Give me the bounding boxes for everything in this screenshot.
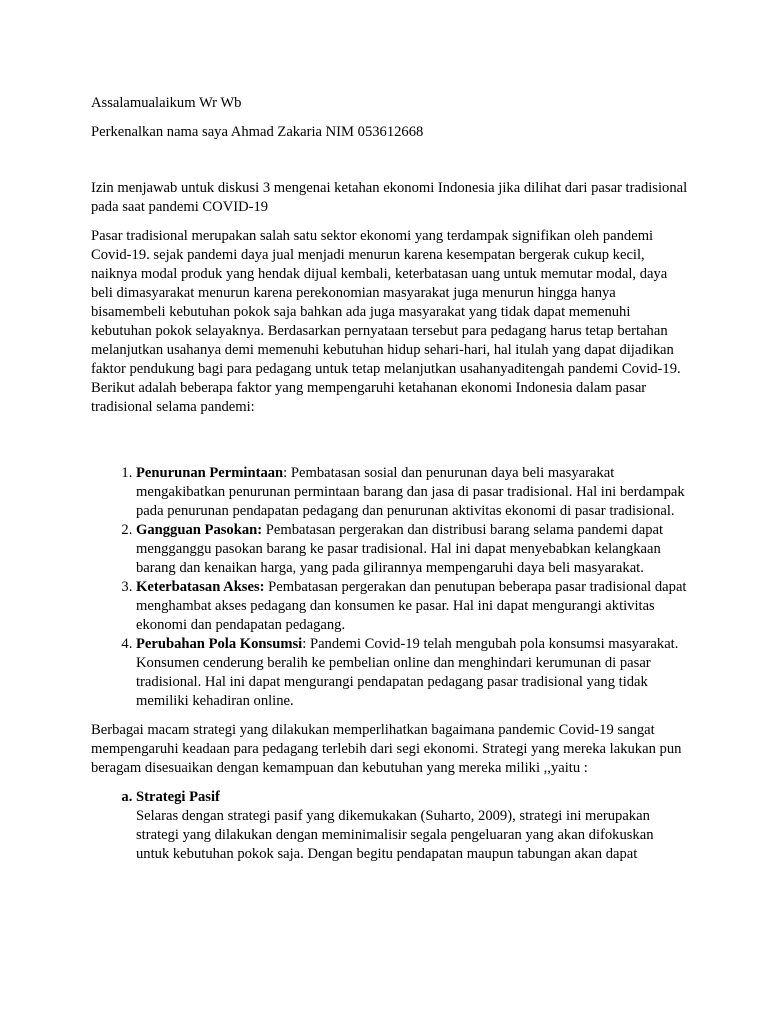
body-paragraph: Pasar tradisional merupakan salah satu sektor ekonomi yang terdampak signifikan oleh pandemi Covid-19. sejak pandemi daya jual menjadi menurun karena kesempatan bergerak cukup kecil, naiknya modal produk yang hendak dijual kembali, keterbatasan uang untuk memutar modal, daya beli dimasyarakat menurun karena perekonomian masyarakat juga menurun hingga hanya bisamembeli kebutuhan pokok saja bahkan ada juga masyarakat yang tidak dapat memenuhi kebutuhan pokok selayaknya. Berdasarkan pernyataan tersebut para pedagang harus tetap bertahan melanjutkan usahanya demi memenuhi kebutuhan hidup sehari-hari, hal itulah yang dapat dijadikan faktor pendukung bagi para pedagang untuk tetap melanjutkan usahanyaditengah pandemi Covid-19. Berikut adalah beberapa faktor yang mempengaruhi ketahanan ekonomi Indonesia dalam pasar tradisional selama pandemi: (91, 228, 681, 415)
factor-term: Keterbatasan Akses: (136, 579, 265, 595)
strategies-list (91, 788, 688, 864)
factors-list (91, 464, 688, 711)
factor-term: Perubahan Pola Konsumsi (136, 636, 303, 652)
strategy-title: Strategi Pasif (136, 789, 220, 805)
list-item (136, 464, 688, 521)
greeting: Assalamualaikum Wr Wb (91, 95, 242, 111)
list-item (136, 578, 688, 635)
factor-term: Penurunan Permintaan (136, 465, 284, 481)
list-item (136, 788, 688, 864)
strategy-text: Selaras dengan strategi pasif yang dikemukakan (Suharto, 2009), strategi ini merupakan strategi yang dilakukan dengan meminimalisir segala pengeluaran yang akan difokuskan untuk kebutuhan pokok saja. Dengan begitu pendapatan maupun tabungan akan dapat (136, 808, 654, 862)
introduction: Perkenalkan nama saya Ahmad Zakaria NIM 053612668 (91, 124, 424, 140)
closing-paragraph: Berbagai macam strategi yang dilakukan memperlihatkan bagaimana pandemic Covid-19 sangat mempengaruhi keadaan para pedagang terlebih dari segi ekonomi. Strategi yang mereka lakukan pun beragam disesuaikan dengan kemampuan dan kebutuhan yang mereka miliki ,,yaitu : (91, 722, 682, 776)
factor-text: Pembatasan pergerakan dan penutupan beberapa pasar tradisional dapat menghambat akses pedagang dan konsumen ke pasar. Hal ini dapat mengurangi aktivitas ekonomi dan pendapatan pedagang. (136, 579, 687, 633)
factor-separator: : (302, 636, 307, 652)
factor-term: Gangguan Pasokan: (136, 522, 263, 538)
topic-paragraph: Izin menjawab untuk diskusi 3 mengenai ketahan ekonomi Indonesia jika dilihat dari pasar tradisional pada saat pandemi COVID-19 (91, 180, 688, 215)
factor-text: Pandemi Covid-19 telah mengubah pola konsumsi masyarakat. Konsumen cenderung beralih ke pembelian online dan menghindari kerumunan di pasar tradisional. Hal ini dapat mengurangi pendapatan pedagang pasar tradisional yang tidak memiliki kehadiran online. (136, 636, 679, 709)
list-item (136, 635, 688, 711)
factor-text: Pembatasan sosial dan penurunan daya beli masyarakat mengakibatkan penurunan permintaan barang dan jasa di pasar tradisional. Hal ini berdampak pada penurunan pendapatan pedagang dan penurunan aktivitas ekonomi di pasar tradisional. (136, 465, 685, 519)
document-body (91, 94, 688, 864)
list-item (136, 521, 688, 578)
factor-separator: : (283, 465, 288, 481)
factor-text: Pembatasan pergerakan dan distribusi barang selama pandemi dapat mengganggu pasokan barang ke pasar tradisional. Hal ini dapat menyebabkan kelangkaan barang dan kenaikan harga, yang pada gilirannya mempengaruhi daya beli masyarakat. (136, 522, 664, 576)
